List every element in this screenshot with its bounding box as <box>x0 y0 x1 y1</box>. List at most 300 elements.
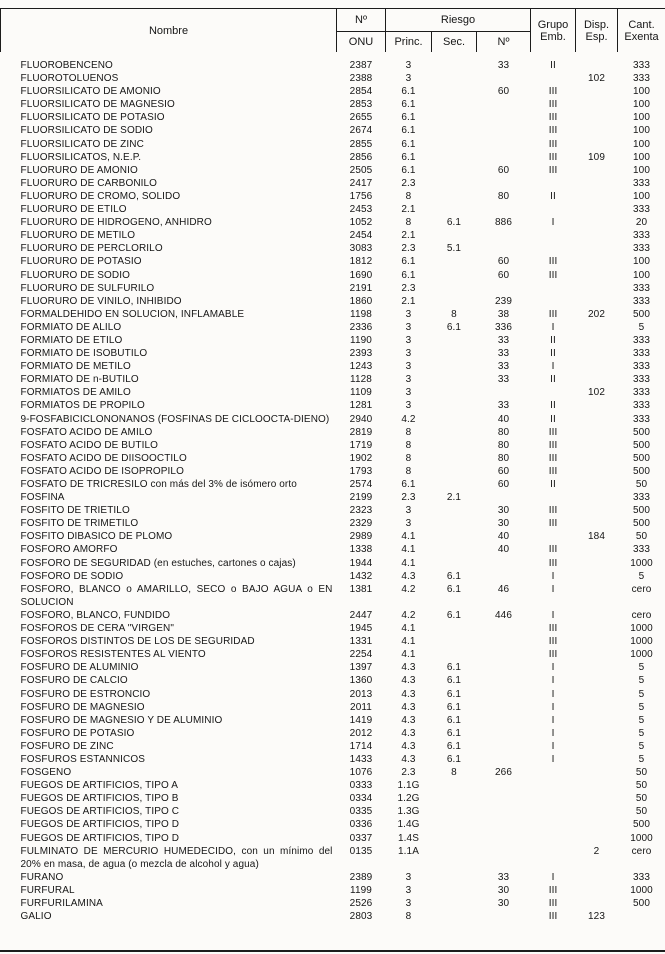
riesgo-sec-cell <box>432 177 477 190</box>
disp-esp-cell <box>576 871 618 884</box>
riesgo-sec-cell <box>432 282 477 295</box>
riesgo-num-cell: 80 <box>497 452 510 464</box>
riesgo-sec-cell: 6.1 <box>446 217 462 229</box>
substance-name-cell: FLUORURO DE METILO <box>20 230 136 242</box>
table-row <box>1 85 665 98</box>
substance-name-cell: FUEGOS DE ARTIFICIOS, TIPO D <box>20 819 180 831</box>
table-row <box>1 203 665 216</box>
onu-number-cell: 1338 <box>349 544 373 556</box>
disp-esp-cell <box>576 452 618 465</box>
disp-esp-cell <box>576 570 618 583</box>
riesgo-princ-cell: 4.3 <box>401 688 416 700</box>
disp-esp-cell <box>576 727 618 740</box>
substance-name-cell: FOSFURO DE MAGNESIO <box>20 701 145 713</box>
riesgo-sec-cell <box>432 622 477 635</box>
disp-esp-cell <box>576 609 618 622</box>
onu-number-cell: 1381 <box>349 583 373 595</box>
cant-exenta-cell: 333 <box>633 348 651 360</box>
substance-name-cell: FOSFOROS DISTINTOS DE LOS DE SEGURIDAD <box>20 636 255 648</box>
table-row <box>1 491 665 504</box>
riesgo-princ-cell: 4.1 <box>401 531 416 543</box>
table-row <box>1 557 665 570</box>
grupo-emb-cell: III <box>548 151 558 163</box>
onu-number-cell: 2254 <box>349 649 373 661</box>
onu-number-cell: 1945 <box>349 623 373 635</box>
disp-esp-cell <box>576 688 618 701</box>
substance-name-cell: FOSFORO, BLANCO o AMARILLO, SECO o BAJO AGUA o EN SOLUCION <box>20 583 333 608</box>
riesgo-princ-cell: 3 <box>405 361 412 373</box>
riesgo-sec-cell <box>432 504 477 517</box>
riesgo-princ-cell: 4.3 <box>401 701 416 713</box>
table-row <box>1 308 665 321</box>
riesgo-princ-cell: 4.1 <box>401 557 416 569</box>
onu-number-cell: 1756 <box>349 190 373 202</box>
substance-name-cell: FOSFATO ACIDO DE DIISOOCTILO <box>20 452 187 464</box>
onu-number-cell: 2329 <box>349 518 373 530</box>
disp-esp-cell <box>576 517 618 530</box>
table-row <box>1 111 665 124</box>
riesgo-sec-cell <box>432 190 477 203</box>
riesgo-sec-cell: 8 <box>451 767 457 779</box>
table-row <box>1 583 665 609</box>
onu-number-cell: 1109 <box>350 387 372 399</box>
cant-exenta-cell: 333 <box>633 387 651 399</box>
onu-number-cell: 1128 <box>350 374 372 386</box>
disp-esp-cell <box>576 334 618 347</box>
riesgo-sec-cell <box>432 805 477 818</box>
disp-esp-cell <box>576 138 618 151</box>
table-row <box>1 124 665 137</box>
cant-exenta-cell: 5 <box>638 714 645 726</box>
substance-name-cell: FOSFITO DE TRIETILO <box>20 505 130 517</box>
cant-exenta-cell: 5 <box>638 701 645 713</box>
onu-number-cell: 2819 <box>349 426 373 438</box>
table-row <box>1 714 665 727</box>
disp-esp-cell <box>576 884 618 897</box>
grupo-emb-cell: II <box>550 334 556 346</box>
riesgo-num-cell: 446 <box>495 609 512 621</box>
substance-name-cell: FLUORURO DE CROMO, SOLIDO <box>20 190 181 202</box>
grupo-emb-cell: III <box>548 636 558 648</box>
table-row <box>1 72 665 85</box>
riesgo-princ-cell: 8 <box>405 465 412 477</box>
disp-esp-cell <box>576 242 618 255</box>
onu-number-cell: 1690 <box>349 269 373 281</box>
grupo-emb-cell: I <box>551 753 555 765</box>
table-row <box>1 190 665 203</box>
disp-esp-cell <box>576 255 618 268</box>
onu-number-cell: 1243 <box>349 361 373 373</box>
riesgo-sec-cell <box>432 124 477 137</box>
riesgo-princ-cell: 4.1 <box>401 544 416 556</box>
cant-exenta-cell: 1000 <box>630 557 653 569</box>
grupo-emb-cell: II <box>550 190 556 202</box>
riesgo-princ-cell: 6.1 <box>401 125 416 137</box>
grupo-emb-cell: III <box>548 269 558 281</box>
riesgo-sec-cell: 2.1 <box>446 492 462 504</box>
riesgo-princ-cell: 3 <box>405 73 412 85</box>
riesgo-num-cell: 60 <box>497 479 510 490</box>
riesgo-num-cell <box>477 151 531 164</box>
cant-exenta-cell: 100 <box>633 190 651 202</box>
grupo-emb-cell <box>531 72 576 85</box>
table-row <box>1 766 665 779</box>
riesgo-num-cell: 266 <box>495 767 512 779</box>
cant-exenta-cell: 333 <box>633 282 651 294</box>
substance-name-cell: FORMIATO DE ALILO <box>20 321 122 333</box>
riesgo-num-cell: 239 <box>495 295 512 307</box>
table-row <box>1 910 665 923</box>
riesgo-num-cell <box>477 714 531 727</box>
riesgo-sec-cell: 8 <box>451 308 457 320</box>
onu-number-cell: 2853 <box>349 99 373 111</box>
onu-number-cell: 1190 <box>350 334 372 346</box>
disp-esp-cell <box>576 478 618 491</box>
cant-exenta-cell: 100 <box>633 112 651 124</box>
onu-number-cell: 2336 <box>349 321 373 333</box>
cant-exenta-cell: 50 <box>635 806 648 818</box>
riesgo-princ-cell: 6.1 <box>401 99 416 111</box>
disp-esp-cell: 102 <box>588 73 606 85</box>
disp-esp-cell <box>576 439 618 452</box>
substance-name-cell: FOSFOROS RESISTENTES AL VIENTO <box>20 649 206 661</box>
table-row <box>1 884 665 897</box>
substance-name-cell: FORMIATO DE n-BUTILO <box>20 374 139 386</box>
riesgo-sec-cell <box>432 111 477 124</box>
riesgo-num-cell <box>477 124 531 137</box>
disp-esp-cell: 123 <box>588 911 606 923</box>
riesgo-num-cell: 80 <box>497 426 510 438</box>
cant-exenta-cell: 333 <box>633 73 651 85</box>
riesgo-sec-cell <box>432 399 477 412</box>
riesgo-sec-cell <box>432 334 477 347</box>
riesgo-num-cell <box>477 753 531 766</box>
riesgo-num-cell: 80 <box>497 439 510 451</box>
riesgo-princ-cell: 6.1 <box>401 164 416 176</box>
riesgo-sec-cell: 6.1 <box>446 740 462 752</box>
riesgo-num-cell: 30 <box>497 505 510 517</box>
substance-name-cell: FLUORURO DE SULFURILO <box>20 282 155 294</box>
grupo-emb-cell <box>531 282 576 295</box>
disp-esp-cell <box>576 426 618 439</box>
cant-exenta-cell: 333 <box>633 361 651 373</box>
cant-exenta-cell: 5 <box>638 662 645 674</box>
substance-name-cell: FOSFORO DE SEGURIDAD (en estuches, cartones o cajas) <box>20 557 296 569</box>
table-row <box>1 753 665 766</box>
substance-name-cell: FOSFURO DE CALCIO <box>20 675 128 687</box>
riesgo-princ-cell: 1.3G <box>397 806 420 818</box>
table-row <box>1 530 665 543</box>
substance-name-cell: 9-FOSFABICICLONONANOS (FOSFINAS DE CICLOOCTA-DIENO) <box>20 413 330 425</box>
riesgo-num-cell: 38 <box>497 308 510 320</box>
riesgo-num-cell <box>477 661 531 674</box>
disp-esp-cell <box>576 504 618 517</box>
onu-number-cell: 1076 <box>349 767 373 779</box>
riesgo-num-cell: 33 <box>497 871 510 883</box>
riesgo-princ-cell: 2.1 <box>401 295 416 307</box>
disp-esp-cell: 102 <box>588 387 606 399</box>
riesgo-princ-cell: 4.2 <box>401 609 416 621</box>
riesgo-sec-cell <box>432 910 477 923</box>
riesgo-num-cell: 30 <box>497 898 510 909</box>
disp-esp-cell <box>576 98 618 111</box>
riesgo-princ-cell: 6.1 <box>401 138 416 150</box>
disp-esp-cell <box>576 177 618 190</box>
cant-exenta-cell: 100 <box>633 138 651 150</box>
onu-number-cell: 0333 <box>349 780 373 792</box>
riesgo-num-cell: 46 <box>497 583 510 595</box>
disp-esp-cell <box>576 543 618 556</box>
grupo-emb-cell: II <box>550 413 556 425</box>
riesgo-num-cell <box>477 229 531 242</box>
riesgo-num-cell: 60 <box>497 164 510 176</box>
onu-number-cell: 0334 <box>349 793 373 805</box>
table-row <box>1 399 665 412</box>
substance-name-cell: FLUORSILICATO DE SODIO <box>20 125 153 137</box>
riesgo-sec-cell <box>432 98 477 111</box>
riesgo-num-cell <box>477 557 531 570</box>
riesgo-princ-cell: 2.3 <box>401 177 416 189</box>
riesgo-sec-cell <box>432 543 477 556</box>
grupo-emb-cell: II <box>550 400 556 412</box>
riesgo-num-cell <box>477 491 531 504</box>
riesgo-sec-cell <box>432 517 477 530</box>
disp-esp-cell <box>576 203 618 216</box>
riesgo-sec-cell <box>432 229 477 242</box>
riesgo-sec-cell <box>432 818 477 831</box>
cant-exenta-cell: 50 <box>635 780 648 792</box>
cant-exenta-cell: 333 <box>633 295 651 307</box>
cant-exenta-cell: 100 <box>633 164 651 176</box>
disp-esp-cell <box>576 753 618 766</box>
riesgo-num-cell: 60 <box>497 465 510 477</box>
disp-esp-cell <box>576 282 618 295</box>
substance-name-cell: FUEGOS DE ARTIFICIOS, TIPO C <box>20 806 180 818</box>
table-row <box>1 452 665 465</box>
riesgo-princ-cell: 8 <box>405 426 412 438</box>
riesgo-sec-cell <box>432 897 477 910</box>
riesgo-princ-cell: 2.3 <box>401 282 416 294</box>
table-row <box>1 845 665 871</box>
substance-name-cell: FUEGOS DE ARTIFICIOS, TIPO A <box>20 780 178 792</box>
riesgo-princ-cell: 3 <box>405 374 412 386</box>
riesgo-princ-cell: 4.3 <box>401 714 416 726</box>
cant-exenta-cell: 5 <box>638 753 645 765</box>
onu-number-cell: 1432 <box>349 570 373 582</box>
onu-number-cell: 1812 <box>349 256 373 268</box>
riesgo-sec-cell <box>432 465 477 478</box>
grupo-emb-cell: I <box>551 583 555 595</box>
onu-number-cell: 2199 <box>349 492 373 504</box>
disp-esp-cell <box>576 648 618 661</box>
grupo-emb-cell: I <box>551 609 555 621</box>
cant-exenta-cell: 1000 <box>630 623 653 635</box>
riesgo-princ-cell: 2.1 <box>401 230 416 242</box>
substance-name-cell: FLUORURO DE HIDROGENO, ANHIDRO <box>20 217 212 229</box>
cant-exenta-cell: 333 <box>633 243 651 255</box>
onu-number-cell: 1360 <box>349 675 373 687</box>
substance-name-cell: FURANO <box>20 871 64 883</box>
cant-exenta-cell <box>618 910 665 923</box>
onu-number-cell: 2940 <box>349 413 373 425</box>
grupo-emb-cell: III <box>548 112 558 124</box>
onu-number-cell: 2674 <box>349 125 373 137</box>
onu-number-cell: 1793 <box>349 465 373 477</box>
riesgo-princ-cell: 4.1 <box>401 649 416 661</box>
cant-exenta-cell: 1000 <box>630 832 653 844</box>
disp-esp-cell <box>576 766 618 779</box>
onu-number-cell: 1433 <box>349 753 373 765</box>
riesgo-sec-cell <box>432 478 477 491</box>
grupo-emb-cell <box>531 295 576 308</box>
onu-number-cell: 1860 <box>349 295 373 307</box>
disp-esp-cell <box>576 897 618 910</box>
grupo-emb-cell: III <box>548 308 558 320</box>
dangerous-goods-table <box>0 8 665 923</box>
grupo-emb-cell: I <box>551 740 555 752</box>
cant-exenta-cell: 500 <box>633 518 651 530</box>
cant-exenta-cell: 333 <box>633 413 651 425</box>
riesgo-num-cell <box>477 779 531 792</box>
disp-esp-cell <box>576 269 618 282</box>
grupo-emb-cell: III <box>548 623 558 635</box>
cant-exenta-cell: 500 <box>633 505 651 517</box>
substance-name-cell: FLUORSILICATO DE AMONIO <box>20 86 161 98</box>
riesgo-sec-cell <box>432 845 477 871</box>
table-row <box>1 792 665 805</box>
disp-esp-cell <box>576 714 618 727</box>
substance-name-cell: FLUOROTOLUENOS <box>20 73 119 85</box>
onu-number-cell: 2454 <box>349 230 373 242</box>
riesgo-princ-cell: 3 <box>405 60 412 71</box>
table-row <box>1 635 665 648</box>
disp-esp-cell <box>576 216 618 229</box>
disp-esp-cell <box>576 805 618 818</box>
riesgo-princ-cell: 6.1 <box>401 86 416 98</box>
grupo-emb-cell: III <box>548 557 558 569</box>
riesgo-princ-cell: 8 <box>405 217 412 229</box>
riesgo-num-cell: 336 <box>495 321 512 333</box>
substance-name-cell: FLUORSILICATO DE ZINC <box>20 138 144 150</box>
table-row <box>1 727 665 740</box>
grupo-emb-cell: I <box>551 361 555 373</box>
riesgo-num-cell: 40 <box>497 544 510 556</box>
table-row <box>1 242 665 255</box>
riesgo-princ-cell: 3 <box>405 334 412 346</box>
riesgo-num-cell <box>477 242 531 255</box>
riesgo-sec-cell <box>432 884 477 897</box>
substance-name-cell: FOSFATO ACIDO DE AMILO <box>20 426 153 438</box>
riesgo-princ-cell: 3 <box>405 308 412 320</box>
substance-name-cell: FLUORURO DE SODIO <box>20 269 130 281</box>
table-row <box>1 216 665 229</box>
onu-number-cell: 1199 <box>350 884 372 896</box>
onu-number-cell: 2013 <box>349 688 373 700</box>
table-row <box>1 740 665 753</box>
grupo-emb-cell <box>531 242 576 255</box>
riesgo-princ-cell: 3 <box>405 884 412 896</box>
cant-exenta-cell: 333 <box>633 204 651 216</box>
disp-esp-cell <box>576 792 618 805</box>
riesgo-sec-cell <box>432 373 477 386</box>
cant-exenta-cell: 333 <box>633 60 651 71</box>
table-row <box>1 269 665 282</box>
onu-number-cell: 2856 <box>349 151 373 163</box>
riesgo-princ-cell: 1.1A <box>398 845 419 857</box>
riesgo-sec-cell: 5.1 <box>446 243 462 255</box>
riesgo-princ-cell: 8 <box>405 439 412 451</box>
cant-exenta-cell: 5 <box>638 570 645 582</box>
grupo-emb-cell: III <box>548 426 558 438</box>
onu-number-cell: 2393 <box>349 348 373 360</box>
disp-esp-cell <box>576 583 618 609</box>
riesgo-sec-cell <box>432 452 477 465</box>
table-header <box>1 9 665 55</box>
table-row <box>1 674 665 687</box>
table-row <box>1 779 665 792</box>
disp-esp-cell: 109 <box>588 151 606 163</box>
riesgo-princ-cell: 3 <box>405 387 412 399</box>
grupo-emb-cell <box>531 779 576 792</box>
riesgo-num-cell <box>477 282 531 295</box>
table-row <box>1 897 665 910</box>
onu-number-cell: 1714 <box>349 740 373 752</box>
riesgo-sec-cell <box>432 295 477 308</box>
riesgo-princ-cell: 8 <box>405 911 412 923</box>
cant-exenta-cell: 100 <box>633 269 651 281</box>
riesgo-princ-cell: 4.1 <box>401 623 416 635</box>
riesgo-princ-cell: 4.3 <box>401 675 416 687</box>
cant-exenta-cell: cero <box>631 583 652 595</box>
riesgo-num-cell <box>477 701 531 714</box>
riesgo-num-cell <box>477 177 531 190</box>
disp-esp-cell <box>576 111 618 124</box>
table-row <box>1 622 665 635</box>
substance-name-cell: FORMALDEHIDO EN SOLUCION, INFLAMABLE <box>20 308 245 320</box>
riesgo-num-cell: 40 <box>497 531 510 543</box>
disp-esp-cell <box>576 701 618 714</box>
disp-esp-cell <box>576 54 618 72</box>
riesgo-princ-cell: 6.1 <box>401 256 416 268</box>
riesgo-sec-cell <box>432 360 477 373</box>
grupo-emb-cell: III <box>548 544 558 556</box>
cant-exenta-cell: 500 <box>633 308 651 320</box>
disp-esp-cell <box>576 413 618 426</box>
cant-exenta-cell: 500 <box>633 819 651 831</box>
cant-exenta-cell: 500 <box>633 439 651 451</box>
grupo-emb-cell: I <box>551 675 555 687</box>
riesgo-sec-cell <box>432 413 477 426</box>
header-onu-top: Nº <box>337 9 386 32</box>
substance-name-cell: FOSFORO, BLANCO, FUNDIDO <box>20 609 171 621</box>
table-row <box>1 98 665 111</box>
grupo-emb-cell: III <box>548 86 558 98</box>
onu-number-cell: 2574 <box>349 479 373 490</box>
cant-exenta-cell: 333 <box>633 492 651 504</box>
table-row <box>1 386 665 399</box>
onu-number-cell: 0135 <box>349 845 373 857</box>
cant-exenta-cell: 50 <box>635 531 648 543</box>
table-row <box>1 334 665 347</box>
riesgo-sec-cell <box>432 85 477 98</box>
riesgo-princ-cell: 2.3 <box>401 243 416 255</box>
grupo-emb-cell: I <box>551 321 555 333</box>
riesgo-num-cell <box>477 832 531 845</box>
riesgo-num-cell: 60 <box>497 86 510 98</box>
disp-esp-cell <box>576 229 618 242</box>
riesgo-num-cell <box>477 648 531 661</box>
table-row <box>1 373 665 386</box>
